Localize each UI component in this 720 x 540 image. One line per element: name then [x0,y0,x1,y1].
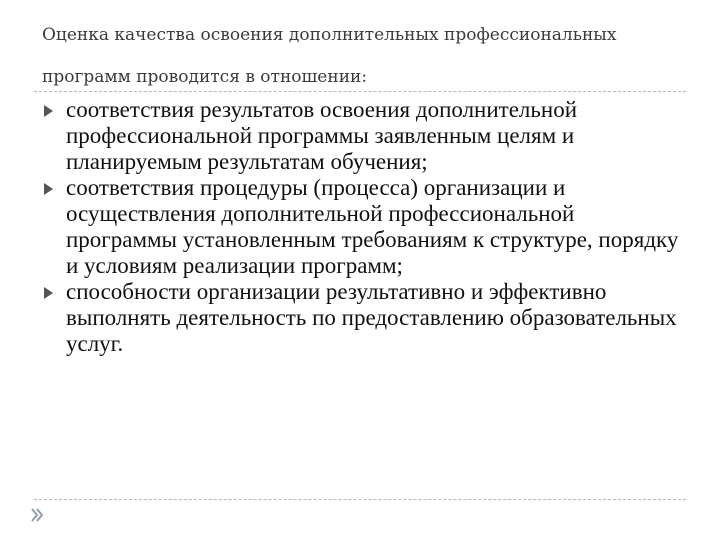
title-divider [34,91,686,92]
triangle-right-icon [44,105,53,117]
footer-divider [34,499,686,500]
bullet-text: соответствия результатов освоения дополнительной профессиональной программы заявленным целям и планируемым результатам обучения; [66,97,578,174]
bullet-text: способности организации результативно и эффективно выполнять деятельность по предоставлению образовательных услуг. [66,279,677,356]
list-item [44,97,684,175]
bullet-text: соответствия процедуры (процесса) организации и осуществления дополнительной профессиональной программы установленным требованиям к структуре, порядку и условиям реализации программ; [66,175,679,278]
double-chevron-right-icon[interactable] [30,508,44,522]
list-item [44,279,684,357]
list-item [44,175,684,279]
triangle-right-icon [44,287,53,299]
bullet-list [44,97,684,357]
slide-title: Оценка качества освоения дополнительных профессиональных программ проводится в отношении: [42,25,617,87]
triangle-right-icon [44,183,53,195]
